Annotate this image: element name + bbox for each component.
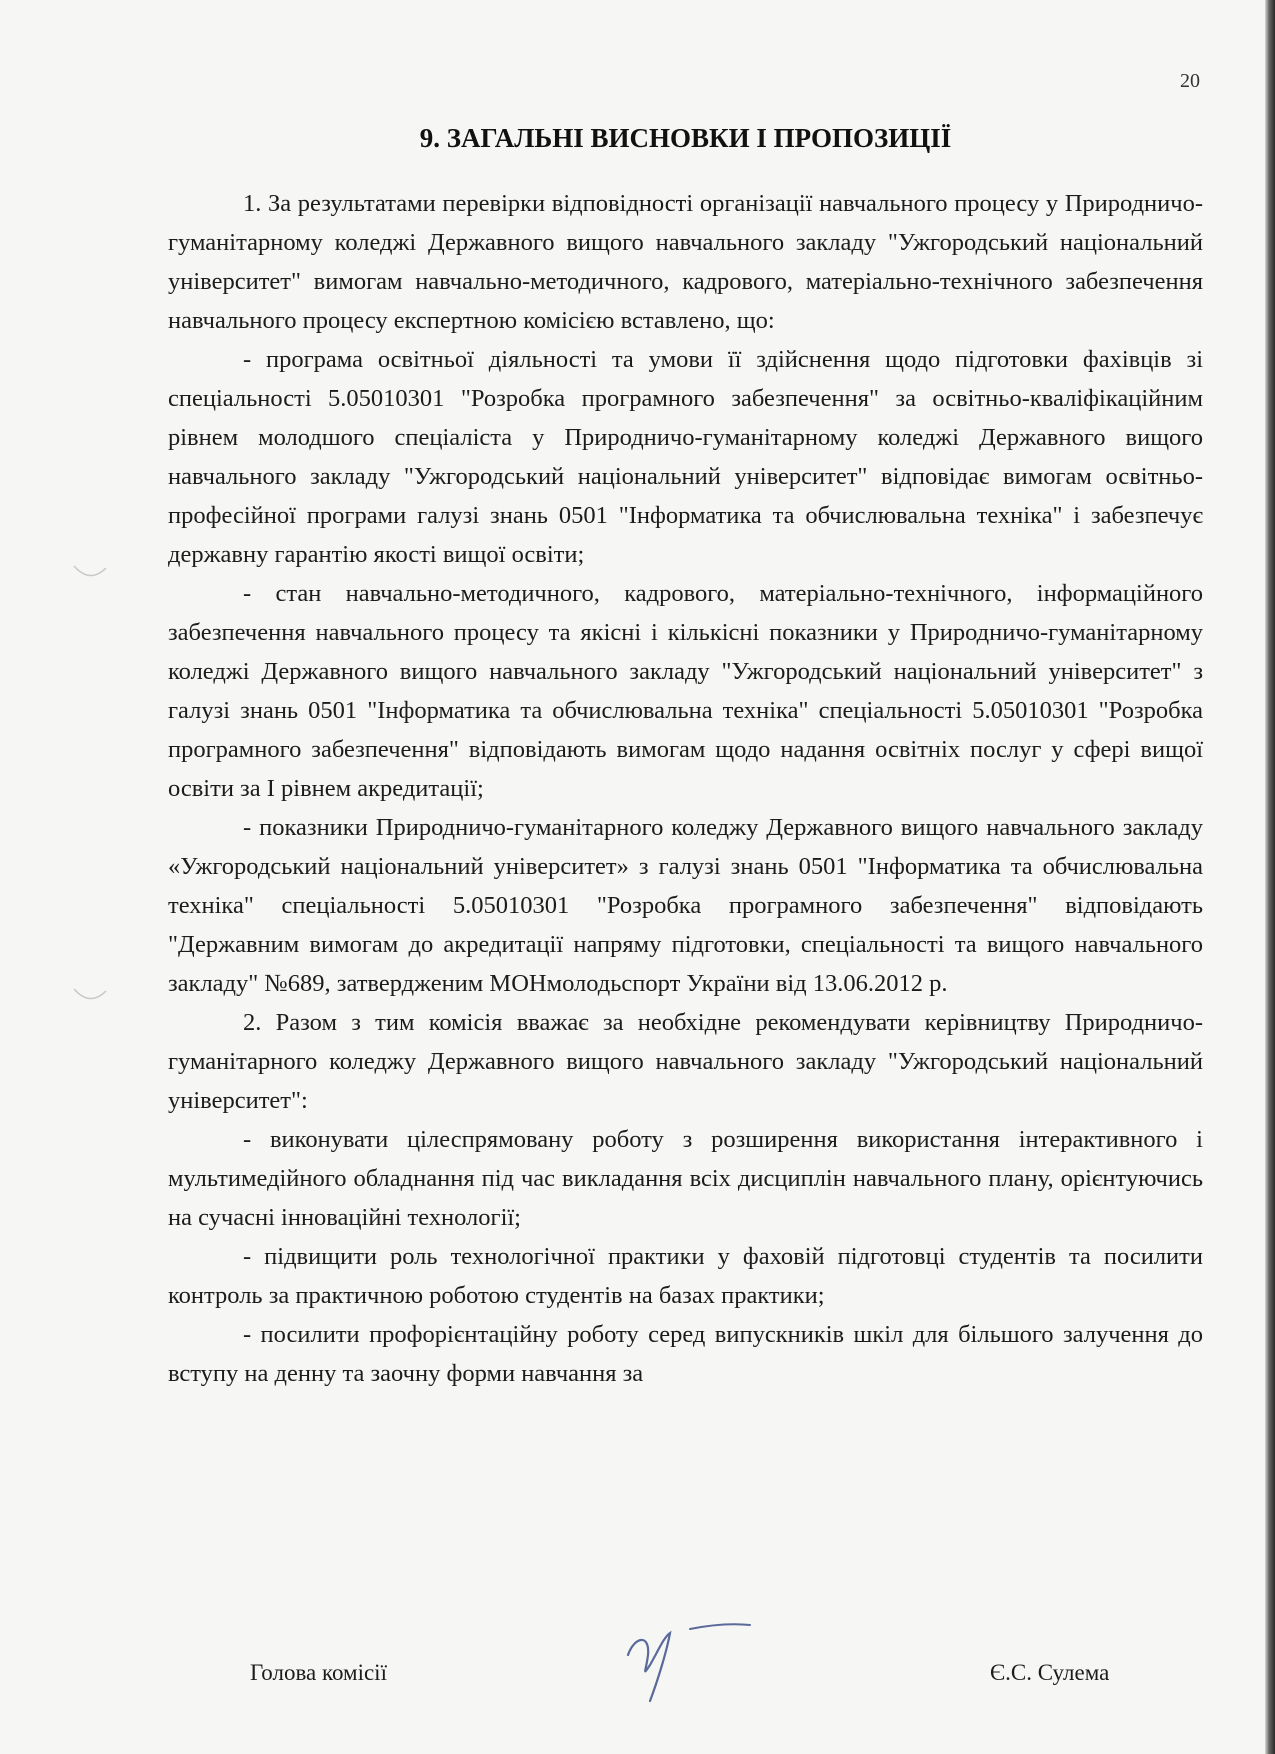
signer-name: Є.С. Сулема <box>990 1660 1110 1685</box>
punch-hole-mark <box>72 985 108 1007</box>
paragraph: - стан навчально-методичного, кадрового, матеріально-технічного, інформаційного забезпечення навчального процесу та якісні і кількісні показники у Природничо-гуманітарному коледжі Державного вищого навчального закладу "Ужгородський національний університет" з галузі знань 0501 "Інформатика та обчислювальна техніка" спеціальності 5.05010301 "Розробка програмного забезпечення" відповідають вимогам щодо надання освітніх послуг у сфері вищої освіти за І рівнем акредитації; <box>168 580 1203 802</box>
signature-position-label: Голова комісії <box>250 1660 387 1685</box>
page-number: 20 <box>1180 70 1200 92</box>
paragraph: - програма освітньої діяльності та умови її здійснення щодо підготовки фахівців зі спеціальності 5.05010301 "Розробка програмного забезпечення" за освітньо-кваліфікаційним рівнем молодшого спеціаліста у Природничо-гуманітарному коледжі Державного вищого навчального закладу "Ужгородський національний університет" відповідає вимогам освітньо-професійної програми галузі знань 0501 "Інформатика та обчислювальна техніка" і забезпечує державну гарантію якості вищої освіти; <box>168 346 1203 568</box>
scan-edge-shadow <box>1265 0 1275 1754</box>
handwritten-signature <box>620 1615 770 1705</box>
paragraph: - виконувати цілеспрямовану роботу з розширення використання інтерактивного і мультимедійного обладнання під час викладання всіх дисциплін навчального плану, орієнтуючись на сучасні інноваційні технології; <box>168 1126 1203 1231</box>
paragraph: 2. Разом з тим комісія вважає за необхідне рекомендувати керівництву Природничо-гуманітарного коледжу Державного вищого навчального закладу "Ужгородський національний університет": <box>168 1009 1203 1114</box>
punch-hole-mark <box>72 562 108 584</box>
paragraph: - посилити профорієнтаційну роботу серед випускників шкіл для більшого залучення до вступу на денну та заочну форми навчання за <box>168 1321 1203 1387</box>
section-heading: 9. ЗАГАЛЬНІ ВИСНОВКИ І ПРОПОЗИЦІЇ <box>419 123 952 153</box>
paragraph: - підвищити роль технологічної практики у фаховій підготовці студентів та посилити контроль за практичною роботою студентів на базах практики; <box>168 1243 1203 1309</box>
paragraph: 1. За результатами перевірки відповідності організації навчального процесу у Природничо-гуманітарному коледжі Державного вищого навчального закладу "Ужгородський національний університет" вимогам навчально-методичного, кадрового, матеріально-технічного забезпечення навчального процесу експертною комісією вставлено, що: <box>168 190 1203 334</box>
document-body <box>168 184 1203 1393</box>
paragraph: - показники Природничо-гуманітарного коледжу Державного вищого навчального закладу «Ужгородський національний університет» з галузі знань 0501 "Інформатика та обчислювальна техніка" спеціальності 5.05010301 "Розробка програмного забезпечення" відповідають "Державним вимогам до акредитації напряму підготовки, спеціальності та вищого навчального закладу" №689, затвердженим МОНмолодьспорт України від 13.06.2012 р. <box>168 814 1203 997</box>
